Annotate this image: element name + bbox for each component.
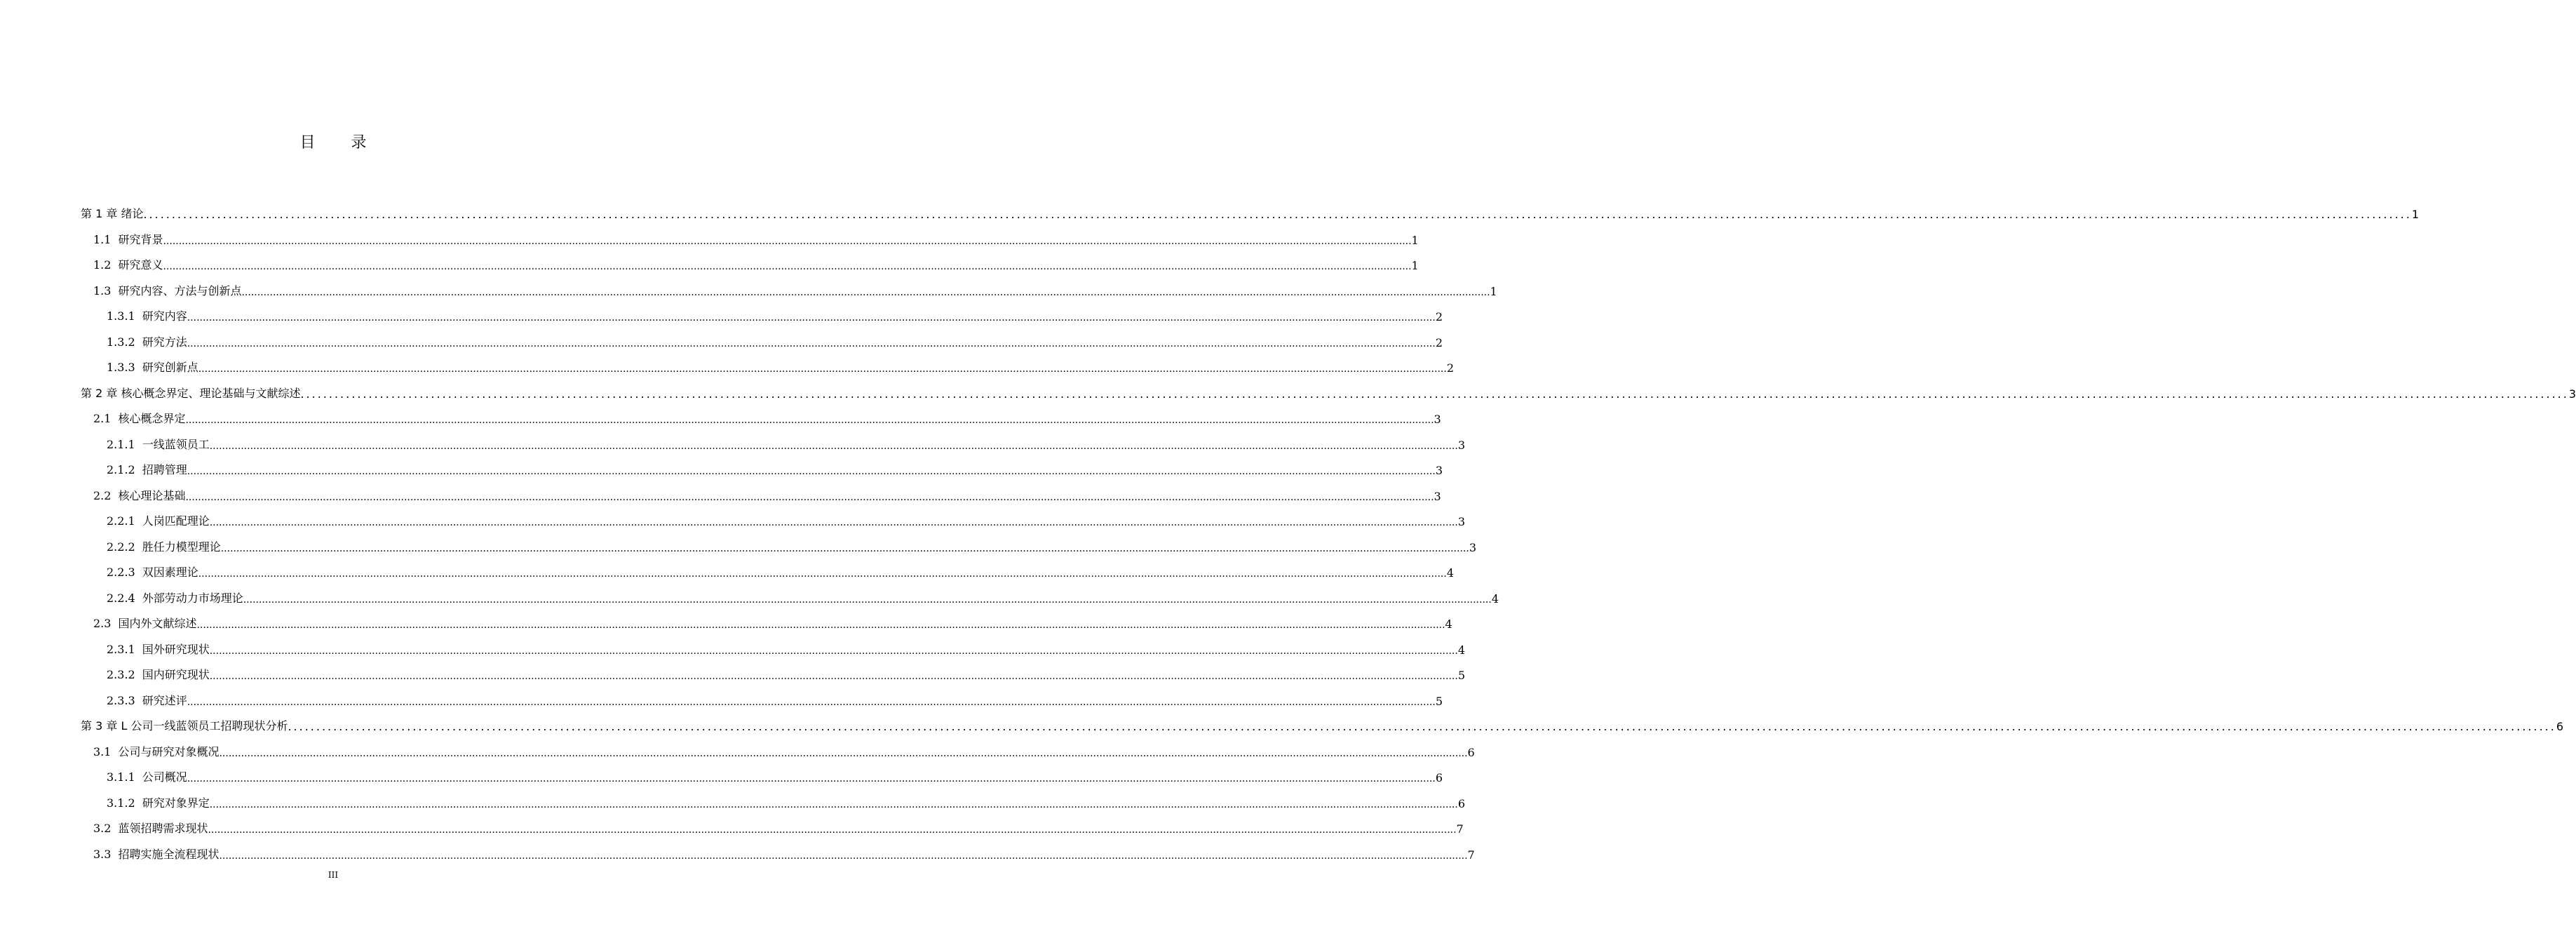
toc-entry-label xyxy=(81,717,288,733)
toc-entry-page: 5 xyxy=(1457,669,1465,682)
toc-entry-number: 3.1.2 xyxy=(107,796,135,810)
toc-entry-text: 研究对象界定 xyxy=(142,796,210,810)
toc-entry-number: 1.3.2 xyxy=(107,335,135,349)
dot-leader: ................................................................................................................................................................................................................................................................................................................................................................................................................ xyxy=(208,824,1457,836)
toc-entry-page: 1 xyxy=(1490,284,1497,298)
toc-entry-page: 3 xyxy=(1434,489,1441,503)
toc-entry-level-1[interactable] xyxy=(93,742,1475,759)
toc-entry-label xyxy=(107,768,187,784)
dot-leader: ................................................................................................................................................................................................................................................................................................................................................................................................................ xyxy=(209,440,1458,452)
toc-entry-page: 1 xyxy=(1411,233,1419,247)
dot-leader: ................................................................................................................................................................................................................................................................................................................................................................................................................ xyxy=(209,798,1458,810)
toc-entry-number: 2.1.2 xyxy=(107,463,135,476)
toc-entry-label xyxy=(93,410,185,426)
toc-entry-page: 3 xyxy=(1434,413,1441,426)
toc-entry-text: 研究意义 xyxy=(118,258,163,272)
toc-entry-page: 4 xyxy=(1445,617,1452,631)
toc-entry-text: 研究内容 xyxy=(142,309,187,323)
toc-entry-level-1[interactable] xyxy=(93,255,1419,272)
toc-entry-label xyxy=(93,282,241,298)
toc-entry-level-0[interactable] xyxy=(81,716,2564,733)
toc-entry-level-0[interactable] xyxy=(81,204,2420,221)
toc-entry-page: 7 xyxy=(1467,848,1475,862)
toc-entry-text: 第 1 章 绪论 xyxy=(81,207,144,220)
toc-entry-page: 4 xyxy=(1491,591,1499,606)
toc-entry-label xyxy=(107,666,210,682)
toc-entry-text: 研究方法 xyxy=(142,335,187,349)
toc-entry-text: 招聘实施全流程现状 xyxy=(118,847,220,861)
toc-entry-number: 2.2.4 xyxy=(107,591,135,605)
toc-entry-level-2[interactable] xyxy=(107,768,1443,784)
toc-entry-level-2[interactable] xyxy=(107,640,1465,657)
dot-leader: ................................................................................................................................................................................................................................................................................................................................................................................................................ xyxy=(163,261,1412,272)
dot-leader: ................................................................................................................................................................................................................................................................................................................................................................................................................ xyxy=(187,466,1436,477)
toc-entry-label xyxy=(93,256,163,272)
toc-entry-page: 2 xyxy=(1435,335,1443,349)
dot-leader: ................................................................................................................................................................................................................................................................................................................................................................................................................ xyxy=(187,312,1436,323)
toc-entry-page: 6 xyxy=(1457,796,1465,810)
toc-entry-text: 第 3 章 L 公司一线蓝领员工招聘现状分析 xyxy=(81,719,288,733)
toc-entry-level-2[interactable] xyxy=(107,333,1443,349)
toc-entry-label xyxy=(107,512,210,528)
toc-entry-level-1[interactable] xyxy=(93,281,1497,298)
toc-entry-level-2[interactable] xyxy=(107,537,1476,554)
toc-entry-label xyxy=(93,487,185,503)
toc-entry-label xyxy=(107,692,187,708)
dot-leader: ................................................................................................................................................................................................................................................................................................................................................................................................................ xyxy=(220,542,1469,554)
toc-entry-text: 外部劳动力市场理论 xyxy=(142,591,243,605)
toc-entry-level-1[interactable] xyxy=(93,614,1452,631)
toc-entry-number: 2.3.2 xyxy=(107,668,135,681)
toc-entry-level-1[interactable] xyxy=(93,230,1419,247)
toc-entry-label xyxy=(81,384,300,401)
toc-entry-label xyxy=(93,615,196,631)
toc-entry-level-0[interactable] xyxy=(81,384,2576,401)
toc-entry-page: 1 xyxy=(1411,259,1419,272)
toc-entry-label xyxy=(107,563,198,580)
toc-entry-level-1[interactable] xyxy=(93,486,1441,503)
dot-leader: ................................................................................................................................................................................................................................................................................................................................................................................................................ xyxy=(185,415,1434,426)
toc-entry-text: 招聘管理 xyxy=(142,463,187,476)
page-title: 目 录 xyxy=(299,134,382,152)
page-number-footer: III xyxy=(328,870,339,880)
toc-entry-text: 胜任力模型理论 xyxy=(142,540,221,554)
toc-entry-number: 2.2.3 xyxy=(107,566,135,579)
toc-entry-page: 3 xyxy=(2568,387,2576,401)
toc-entry-number: 3.1 xyxy=(93,744,112,758)
toc-entry-level-2[interactable] xyxy=(107,563,1454,580)
dot-leader: ................................................................................................................................................................................................................................................................................................................................................................................................................ xyxy=(209,645,1458,657)
toc-entry-label xyxy=(107,461,187,477)
toc-entry-page: 5 xyxy=(1435,694,1443,708)
toc-entry-label xyxy=(93,820,208,836)
toc-entry-number: 2.2 xyxy=(93,488,112,502)
toc-entry-label xyxy=(107,307,187,323)
dot-leader: ................................................................................................................................................................................................................................................................................................................................................................................................................ xyxy=(187,337,1436,349)
toc-entry-number: 2.1 xyxy=(93,412,112,425)
toc-entry-text: 核心理论基础 xyxy=(118,488,186,502)
toc-entry-label xyxy=(107,538,221,554)
toc-entry-page: 2 xyxy=(1446,361,1454,375)
toc-entry-page: 2 xyxy=(1435,310,1443,323)
toc-entry-level-2[interactable] xyxy=(107,435,1465,452)
toc-entry-text: 核心概念界定 xyxy=(118,412,186,425)
dot-leader: ................................................................................................................................................................................................................................................................................................................................................................................................................ xyxy=(198,363,1447,375)
toc-entry-label xyxy=(81,205,143,221)
dot-leader: ................................................................................................................................................................................................................................................................................................................................................................................................................ xyxy=(185,491,1434,503)
toc-entry-page: 4 xyxy=(1457,643,1465,657)
dot-leader: ................................................................................................................................................................................................................................................................................................................................................................................................................ xyxy=(187,773,1436,784)
toc-entry-number: 2.2.1 xyxy=(107,514,135,528)
dot-leader: ................................................................................................................................................................................................................................................................................................................................................................................................................ xyxy=(209,671,1458,682)
toc-entry-text: 研究内容、方法与创新点 xyxy=(118,283,242,297)
toc-entry-page: 3 xyxy=(1457,438,1465,452)
toc-entry-text: 国内外文献综述 xyxy=(118,617,197,630)
dot-leader: ................................................................................................................................................................................................................................................................................................................................................................................................................ xyxy=(198,568,1447,580)
toc-entry-label xyxy=(93,231,163,247)
toc-entry-text: 人岗匹配理论 xyxy=(142,514,210,528)
toc-entry-label xyxy=(107,641,210,657)
toc-entry-number: 1.3 xyxy=(93,283,112,297)
toc-entry-level-1[interactable] xyxy=(93,845,1475,862)
dot-leader: ................................................................................................................................................................................................................................................................................................................................................................................................................ xyxy=(187,696,1436,708)
toc-entry-label xyxy=(93,845,219,862)
toc-entry-text: 第 2 章 核心概念界定、理论基础与文献综述 xyxy=(81,386,301,400)
toc-entry-number: 1.2 xyxy=(93,258,112,272)
toc-entry-page: 7 xyxy=(1456,822,1464,836)
toc-entry-label xyxy=(107,359,198,375)
toc-entry-number: 1.1 xyxy=(93,232,112,246)
toc-entry-text: 研究创新点 xyxy=(142,361,198,374)
dot-leader: ................................................................................................................................................................................................................................................................................................................................................................................................................ xyxy=(163,235,1412,247)
toc-entry-page: 3 xyxy=(1457,515,1465,528)
toc-entry-level-2[interactable] xyxy=(107,460,1443,477)
toc-entry-page: 3 xyxy=(1469,540,1476,554)
toc-entry-level-2[interactable] xyxy=(107,691,1443,708)
toc-entry-number: 3.2 xyxy=(93,822,112,835)
toc-entry-text: 公司与研究对象概况 xyxy=(118,744,220,758)
dot-leader: ................................................................................................................................................................................................................................................................................................................................................................................................................ xyxy=(219,747,1468,759)
toc-entry-level-2[interactable] xyxy=(107,511,1465,528)
toc-entry-text: 一线蓝领员工 xyxy=(142,437,210,451)
toc-entry-number: 1.3.3 xyxy=(107,361,135,374)
toc-entry-number: 2.3 xyxy=(93,617,112,630)
toc-entry-page: 6 xyxy=(1435,771,1443,784)
toc-entry-level-2[interactable] xyxy=(107,794,1465,810)
toc-entry-level-2[interactable] xyxy=(107,358,1454,375)
dot-leader: ................................................................................................................................................................................................................................................................................................................................................................................................................ xyxy=(288,720,2556,733)
toc-entry-level-2[interactable] xyxy=(107,665,1465,682)
dot-leader: ................................................................................................................................................................................................................................................................................................................................................................................................................ xyxy=(209,517,1458,528)
toc-entry-text: 双因素理论 xyxy=(142,566,198,579)
toc-entry-label xyxy=(107,436,210,452)
toc-entry-number: 1.3.1 xyxy=(107,309,135,323)
toc-entry-label xyxy=(107,794,210,810)
toc-entry-number: 2.3.1 xyxy=(107,642,135,656)
dot-leader: ................................................................................................................................................................................................................................................................................................................................................................................................................ xyxy=(219,850,1468,862)
toc-entry-text: 公司概况 xyxy=(142,770,187,784)
dot-leader: ................................................................................................................................................................................................................................................................................................................................................................................................................ xyxy=(143,208,2412,221)
toc-entry-level-1[interactable] xyxy=(93,409,1441,426)
dot-leader: ................................................................................................................................................................................................................................................................................................................................................................................................................ xyxy=(300,387,2569,401)
toc-entry-label xyxy=(93,743,219,759)
dot-leader: ................................................................................................................................................................................................................................................................................................................................................................................................................ xyxy=(243,594,1492,606)
toc-entry-text: 国内研究现状 xyxy=(142,668,210,681)
toc-entry-level-2[interactable] xyxy=(107,307,1443,323)
toc-entry-page: 6 xyxy=(2556,720,2564,733)
toc-entry-page: 4 xyxy=(1446,566,1454,580)
dot-leader: ................................................................................................................................................................................................................................................................................................................................................................................................................ xyxy=(196,620,1445,631)
toc-entry-text: 国外研究现状 xyxy=(142,642,210,656)
toc-entry-number: 3.3 xyxy=(93,847,112,861)
toc-entry-number: 2.1.1 xyxy=(107,437,135,451)
toc-entry-page: 3 xyxy=(1435,464,1443,477)
toc-entry-level-2[interactable] xyxy=(107,589,1499,606)
toc-entry-text: 研究述评 xyxy=(142,693,187,707)
toc-entry-level-1[interactable] xyxy=(93,819,1464,836)
toc-entry-number: 2.3.3 xyxy=(107,693,135,707)
toc-entry-text: 研究背景 xyxy=(118,232,163,246)
toc-entry-label xyxy=(107,333,187,349)
toc-entry-page: 1 xyxy=(2411,208,2420,221)
dot-leader: ................................................................................................................................................................................................................................................................................................................................................................................................................ xyxy=(241,286,1490,298)
toc-entry-text: 蓝领招聘需求现状 xyxy=(118,822,208,835)
toc-entry-label xyxy=(107,589,243,606)
toc-entry-number: 3.1.1 xyxy=(107,770,135,784)
toc-entry-page: 6 xyxy=(1467,745,1475,759)
toc-entry-number: 2.2.2 xyxy=(107,540,135,554)
